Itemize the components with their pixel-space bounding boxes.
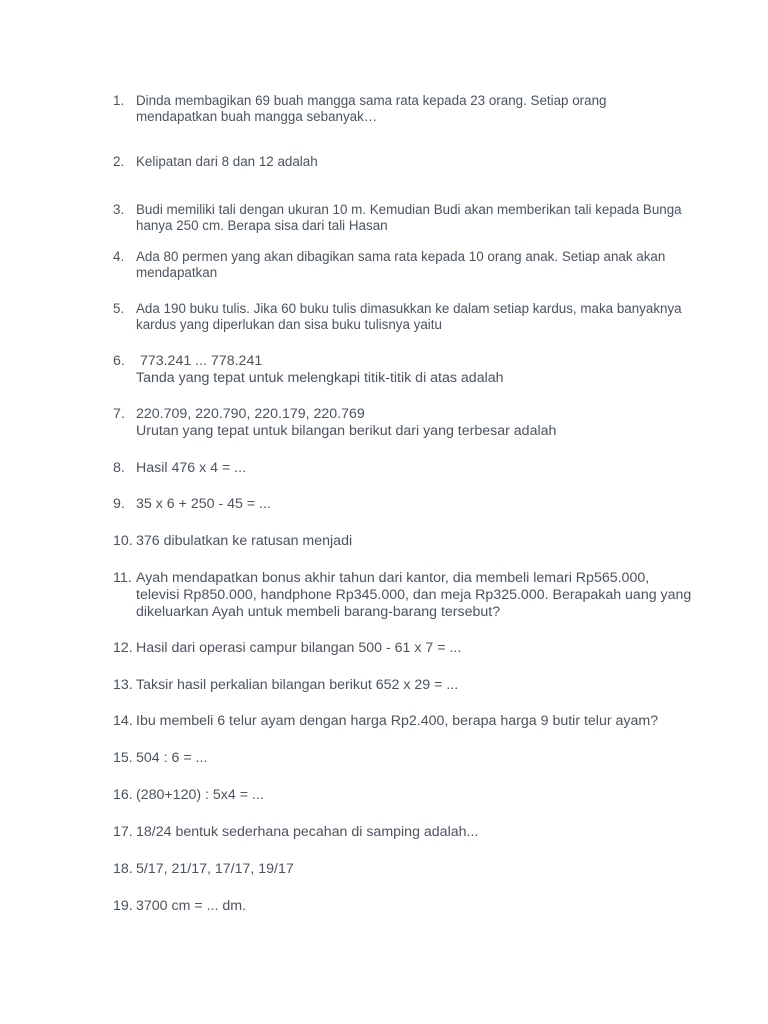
question-line: Ayah mendapatkan bonus akhir tahun dari kantor, dia membeli lemari Rp565.000,: [136, 570, 650, 586]
question-text: [136, 677, 693, 694]
question-line: 18/24 bentuk sederhana pecahan di samping adalah...: [136, 824, 479, 840]
question-text: [136, 824, 693, 841]
question-item: [113, 750, 693, 767]
question-line: Ada 80 permen yang akan dibagikan sama rata kepada 10 orang anak. Setiap anak akan: [136, 249, 666, 264]
question-number: 3.: [113, 202, 125, 217]
question-line: televisi Rp850.000, handphone Rp345.000, dan meja Rp325.000. Berapakah uang yang: [136, 587, 692, 603]
question-text: [136, 640, 693, 657]
question-line: 5/17, 21/17, 17/17, 19/17: [136, 861, 294, 877]
question-text: [136, 353, 693, 387]
question-number: 19.: [113, 898, 133, 914]
question-number: 15.: [113, 750, 133, 766]
question-line: Hasil 476 x 4 = ...: [136, 460, 247, 476]
question-line: 35 x 6 + 250 - 45 = ...: [136, 496, 271, 512]
question-item: [113, 93, 693, 125]
question-text: [136, 460, 693, 477]
question-line: Kelipatan dari 8 dan 12 adalah: [136, 154, 318, 169]
question-number: 9.: [113, 496, 125, 512]
question-text: [136, 249, 693, 281]
question-line: Budi memiliki tali dengan ukuran 10 m. Kemudian Budi akan memberikan tali kepada Bunga: [136, 202, 682, 217]
question-text: [136, 570, 693, 621]
question-item: [113, 713, 693, 730]
question-line: Hasil dari operasi campur bilangan 500 - 61 x 7 = ...: [136, 640, 462, 656]
question-number: 16.: [113, 787, 133, 803]
question-item: [113, 460, 693, 477]
question-number: 4.: [113, 249, 125, 264]
question-text: [136, 713, 693, 730]
question-number: 13.: [113, 677, 133, 693]
question-text: [136, 406, 693, 440]
question-item: [113, 898, 693, 915]
question-text: [136, 533, 693, 550]
question-line: dikeluarkan Ayah untuk membeli barang-barang tersebut?: [136, 604, 501, 620]
question-line: Dinda membagikan 69 buah mangga sama rata kepada 23 orang. Setiap orang: [136, 93, 607, 108]
question-number: 14.: [113, 713, 133, 729]
question-item: [113, 640, 693, 657]
question-item: [113, 570, 693, 621]
question-line: Taksir hasil perkalian bilangan berikut 652 x 29 = ...: [136, 677, 459, 693]
question-number: 1.: [113, 93, 125, 108]
question-line: 773.241 ... 778.241: [136, 353, 263, 369]
question-line: Tanda yang tepat untuk melengkapi titik-titik di atas adalah: [136, 370, 504, 386]
question-line: 376 dibulatkan ke ratusan menjadi: [136, 533, 353, 549]
question-item: [113, 861, 693, 878]
question-number: 2.: [113, 154, 125, 169]
question-number: 6.: [113, 353, 125, 369]
question-line: Ibu membeli 6 telur ayam dengan harga Rp2.400, berapa harga 9 butir telur ayam?: [136, 713, 659, 729]
question-line: 3700 cm = ... dm.: [136, 898, 247, 914]
question-text: [136, 301, 693, 333]
question-number: 11.: [113, 570, 132, 586]
question-item: [113, 202, 693, 234]
question-item: [113, 154, 693, 170]
question-item: [113, 301, 693, 333]
question-line: hanya 250 cm. Berapa sisa dari tali Hasan: [136, 218, 388, 233]
question-text: [136, 750, 693, 767]
question-text: [136, 154, 693, 170]
question-number: 18.: [113, 861, 133, 877]
question-item: [113, 824, 693, 841]
question-line: Urutan yang tepat untuk bilangan berikut dari yang terbesar adalah: [136, 423, 557, 439]
question-text: [136, 93, 693, 125]
question-number: 10.: [113, 533, 133, 549]
question-number: 7.: [113, 406, 125, 422]
question-number: 8.: [113, 460, 125, 476]
question-text: [136, 787, 693, 804]
question-line: Ada 190 buku tulis. Jika 60 buku tulis dimasukkan ke dalam setiap kardus, maka banyaknya: [136, 301, 682, 316]
question-line: 220.709, 220.790, 220.179, 220.769: [136, 406, 365, 422]
question-item: [113, 533, 693, 550]
question-item: [113, 249, 693, 281]
question-number: 5.: [113, 301, 125, 316]
question-item: [113, 353, 693, 387]
question-text: [136, 898, 693, 915]
question-text: [136, 861, 693, 878]
question-item: [113, 496, 693, 513]
question-text: [136, 202, 693, 234]
question-line: 504 : 6 = ...: [136, 750, 208, 766]
question-item: [113, 677, 693, 694]
question-line: kardus yang diperlukan dan sisa buku tulisnya yaitu: [136, 317, 442, 332]
question-text: [136, 496, 693, 513]
question-number: 17.: [113, 824, 133, 840]
question-item: [113, 406, 693, 440]
question-line: (280+120) : 5x4 = ...: [136, 787, 264, 803]
question-item: [113, 787, 693, 804]
question-number: 12.: [113, 640, 133, 656]
question-line: mendapatkan: [136, 265, 218, 280]
question-line: mendapatkan buah mangga sebanyak…: [136, 109, 378, 124]
